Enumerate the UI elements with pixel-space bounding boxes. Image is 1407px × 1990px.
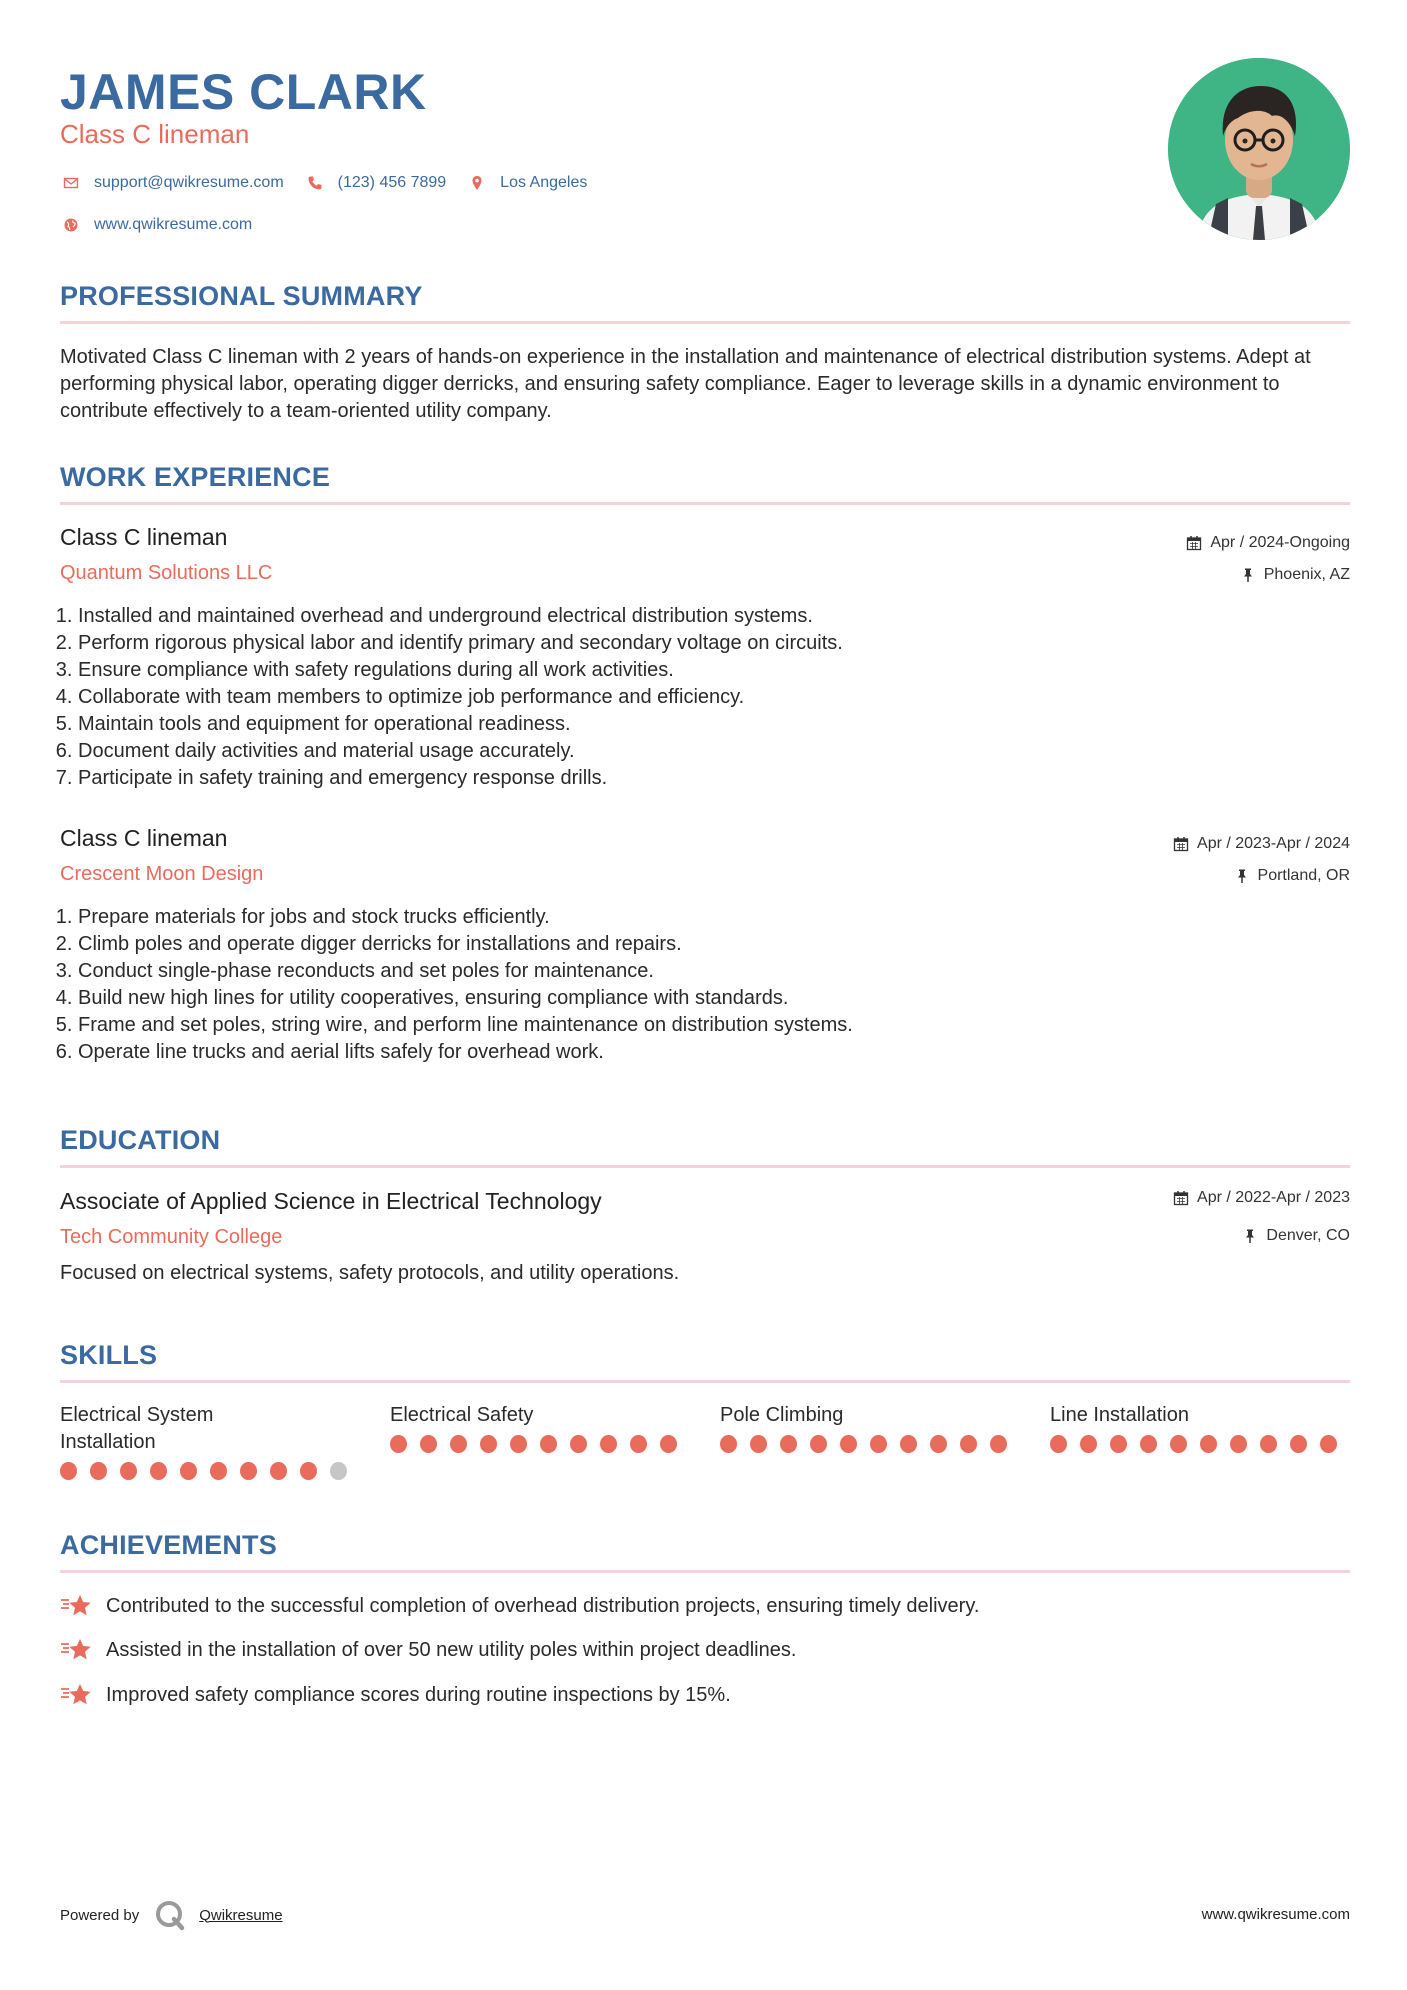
rating-dot-filled bbox=[750, 1435, 767, 1453]
rating-dot-filled bbox=[60, 1462, 77, 1480]
star-icon bbox=[60, 1636, 94, 1664]
skill-rating bbox=[720, 1435, 1020, 1453]
summary-heading: PROFESSIONAL SUMMARY bbox=[60, 281, 423, 311]
rating-dot-filled bbox=[900, 1435, 917, 1453]
job-dates-text: Apr / 2024-Ongoing bbox=[1210, 534, 1350, 551]
experience-heading: WORK EXPERIENCE bbox=[60, 462, 331, 492]
list-item: 6. Document daily activities and material usage accurately. bbox=[78, 738, 1328, 765]
achievement-text: Contributed to the successful completion of overhead distribution projects, ensuring timely delivery. bbox=[106, 1594, 980, 1617]
education-location-text: Denver, CO bbox=[1266, 1227, 1350, 1244]
profile-photo bbox=[1168, 58, 1350, 240]
contact-website[interactable] bbox=[60, 216, 252, 234]
map-pin-icon bbox=[466, 174, 488, 192]
job-title: Class C lineman bbox=[60, 524, 228, 550]
achievement-item bbox=[60, 1681, 731, 1709]
job-dates bbox=[1186, 534, 1350, 552]
phone-icon bbox=[304, 174, 326, 192]
skill-rating bbox=[60, 1462, 360, 1480]
globe-icon bbox=[60, 216, 82, 234]
rating-dot-filled bbox=[120, 1462, 137, 1480]
rating-dot-filled bbox=[1050, 1435, 1067, 1453]
rating-dot-filled bbox=[1110, 1435, 1127, 1453]
education-dates bbox=[1173, 1189, 1350, 1207]
rating-dot-filled bbox=[600, 1435, 617, 1453]
list-item: 5. Frame and set poles, string wire, and perform line maintenance on distribution systems. bbox=[78, 1012, 1328, 1039]
rating-dot-filled bbox=[180, 1462, 197, 1480]
education-location bbox=[1242, 1227, 1350, 1245]
job-dates-text: Apr / 2023-Apr / 2024 bbox=[1197, 835, 1350, 852]
skills-divider bbox=[60, 1380, 1350, 1383]
calendar-icon bbox=[1186, 535, 1202, 551]
job-bullet-list bbox=[60, 603, 1328, 792]
job-bullet-list bbox=[60, 904, 1328, 1066]
footer-powered-by bbox=[60, 1898, 283, 1932]
pushpin-icon bbox=[1242, 1228, 1258, 1244]
location-text: Los Angeles bbox=[500, 174, 588, 191]
pushpin-icon bbox=[1234, 868, 1250, 884]
rating-dot-filled bbox=[570, 1435, 587, 1453]
contact-row-2 bbox=[60, 216, 272, 234]
list-item: 6. Operate line trucks and aerial lifts safely for overhead work. bbox=[78, 1039, 1328, 1066]
star-icon bbox=[60, 1681, 94, 1709]
achievement-item bbox=[60, 1636, 796, 1664]
rating-dot-filled bbox=[1170, 1435, 1187, 1453]
rating-dot-filled bbox=[720, 1435, 737, 1453]
skill-name: Electrical System Installation bbox=[60, 1404, 214, 1453]
job-company: Crescent Moon Design bbox=[60, 863, 264, 885]
list-item: 5. Maintain tools and equipment for operational readiness. bbox=[78, 711, 1328, 738]
qwikresume-logo-icon bbox=[153, 1898, 187, 1932]
rating-dot-filled bbox=[630, 1435, 647, 1453]
rating-dot-filled bbox=[450, 1435, 467, 1453]
list-item: 1. Prepare materials for jobs and stock trucks efficiently. bbox=[78, 904, 1328, 931]
rating-dot-filled bbox=[1230, 1435, 1247, 1453]
rating-dot-filled bbox=[930, 1435, 947, 1453]
contact-phone[interactable] bbox=[304, 174, 447, 192]
contact-row bbox=[60, 174, 607, 192]
achievements-divider bbox=[60, 1570, 1350, 1573]
rating-dot-filled bbox=[780, 1435, 797, 1453]
list-item: 7. Participate in safety training and emergency response drills. bbox=[78, 765, 1328, 792]
skill-rating bbox=[390, 1435, 690, 1453]
candidate-title: Class C lineman bbox=[60, 119, 250, 149]
rating-dot-filled bbox=[1200, 1435, 1217, 1453]
degree-title: Associate of Applied Science in Electrical Technology bbox=[60, 1188, 602, 1214]
rating-dot-filled bbox=[420, 1435, 437, 1453]
powered-by-label: Powered by bbox=[60, 1906, 140, 1924]
rating-dot-filled bbox=[510, 1435, 527, 1453]
rating-dot-filled bbox=[210, 1462, 227, 1480]
rating-dot-filled bbox=[960, 1435, 977, 1453]
job-title: Class C lineman bbox=[60, 825, 228, 851]
job-location bbox=[1240, 566, 1350, 584]
email-text[interactable]: support@qwikresume.com bbox=[94, 174, 284, 191]
rating-dot-filled bbox=[270, 1462, 287, 1480]
rating-dot-filled bbox=[90, 1462, 107, 1480]
list-item: 2. Perform rigorous physical labor and identify primary and secondary voltage on circuits. bbox=[78, 630, 1328, 657]
rating-dot-filled bbox=[840, 1435, 857, 1453]
list-item: 3. Ensure compliance with safety regulations during all work activities. bbox=[78, 657, 1328, 684]
job-location-text: Phoenix, AZ bbox=[1263, 566, 1350, 583]
rating-dot-filled bbox=[1320, 1435, 1337, 1453]
skill-name: Pole Climbing bbox=[720, 1404, 844, 1426]
education-dates-text: Apr / 2022-Apr / 2023 bbox=[1197, 1189, 1350, 1206]
rating-dot-filled bbox=[540, 1435, 557, 1453]
qwikresume-link[interactable]: Qwikresume bbox=[199, 1906, 283, 1924]
rating-dot-filled bbox=[810, 1435, 827, 1453]
star-icon bbox=[60, 1592, 94, 1620]
calendar-icon bbox=[1173, 836, 1189, 852]
rating-dot-filled bbox=[480, 1435, 497, 1453]
pushpin-icon bbox=[1240, 567, 1256, 583]
summary-divider bbox=[60, 321, 1350, 324]
rating-dot-filled bbox=[1290, 1435, 1307, 1453]
skill-name: Line Installation bbox=[1050, 1404, 1189, 1426]
job-location bbox=[1234, 867, 1350, 885]
rating-dot-filled bbox=[1260, 1435, 1277, 1453]
education-divider bbox=[60, 1165, 1350, 1168]
skill-item bbox=[1050, 1402, 1350, 1453]
rating-dot-filled bbox=[300, 1462, 317, 1480]
envelope-icon bbox=[60, 174, 82, 192]
rating-dot-filled bbox=[390, 1435, 407, 1453]
skill-item bbox=[390, 1402, 690, 1453]
rating-dot-filled bbox=[660, 1435, 677, 1453]
website-text[interactable]: www.qwikresume.com bbox=[94, 216, 253, 233]
resume-page bbox=[60, 0, 1350, 1990]
contact-location bbox=[466, 174, 587, 192]
contact-email[interactable] bbox=[60, 174, 284, 192]
education-description: Focused on electrical systems, safety protocols, and utility operations. bbox=[60, 1262, 680, 1284]
list-item: 4. Collaborate with team members to optimize job performance and efficiency. bbox=[78, 684, 1328, 711]
footer-website[interactable]: www.qwikresume.com bbox=[1201, 1906, 1350, 1923]
job-dates bbox=[1173, 835, 1350, 853]
list-item: 2. Climb poles and operate digger derricks for installations and repairs. bbox=[78, 931, 1328, 958]
school-name: Tech Community College bbox=[60, 1226, 283, 1248]
rating-dot-filled bbox=[990, 1435, 1007, 1453]
list-item: 3. Conduct single-phase reconducts and set poles for maintenance. bbox=[78, 958, 1328, 985]
skill-item bbox=[60, 1402, 360, 1480]
achievements-heading: ACHIEVEMENTS bbox=[60, 1530, 277, 1560]
achievement-text: Assisted in the installation of over 50 new utility poles within project deadlines. bbox=[106, 1638, 797, 1661]
rating-dot-empty bbox=[330, 1462, 347, 1480]
job-location-text: Portland, OR bbox=[1257, 867, 1350, 884]
candidate-name: JAMES CLARK bbox=[60, 64, 427, 120]
achievement-item bbox=[60, 1592, 979, 1620]
experience-divider bbox=[60, 502, 1350, 505]
summary-text: Motivated Class C lineman with 2 years of hands-on experience in the installation and maintenance of electrical distribution systems. Adept at performing physical labor, operating digger derricks, and ensuring safety compliance. Eager to leverage skills in a dynamic environment to contribute effectively to a team-oriented utility company. bbox=[60, 346, 1311, 422]
phone-text[interactable]: (123) 456 7899 bbox=[337, 174, 447, 191]
rating-dot-filled bbox=[1080, 1435, 1097, 1453]
rating-dot-filled bbox=[870, 1435, 887, 1453]
list-item: 1. Installed and maintained overhead and underground electrical distribution systems. bbox=[78, 603, 1328, 630]
rating-dot-filled bbox=[150, 1462, 167, 1480]
job-company: Quantum Solutions LLC bbox=[60, 562, 273, 584]
skill-item bbox=[720, 1402, 1020, 1453]
rating-dot-filled bbox=[240, 1462, 257, 1480]
skill-name: Electrical Safety bbox=[390, 1404, 534, 1426]
skills-heading: SKILLS bbox=[60, 1340, 158, 1370]
list-item: 4. Build new high lines for utility cooperatives, ensuring compliance with standards. bbox=[78, 985, 1328, 1012]
rating-dot-filled bbox=[1140, 1435, 1157, 1453]
skill-rating bbox=[1050, 1435, 1350, 1453]
calendar-icon bbox=[1173, 1190, 1189, 1206]
education-heading: EDUCATION bbox=[60, 1125, 221, 1155]
achievement-text: Improved safety compliance scores during routine inspections by 15%. bbox=[106, 1683, 731, 1706]
